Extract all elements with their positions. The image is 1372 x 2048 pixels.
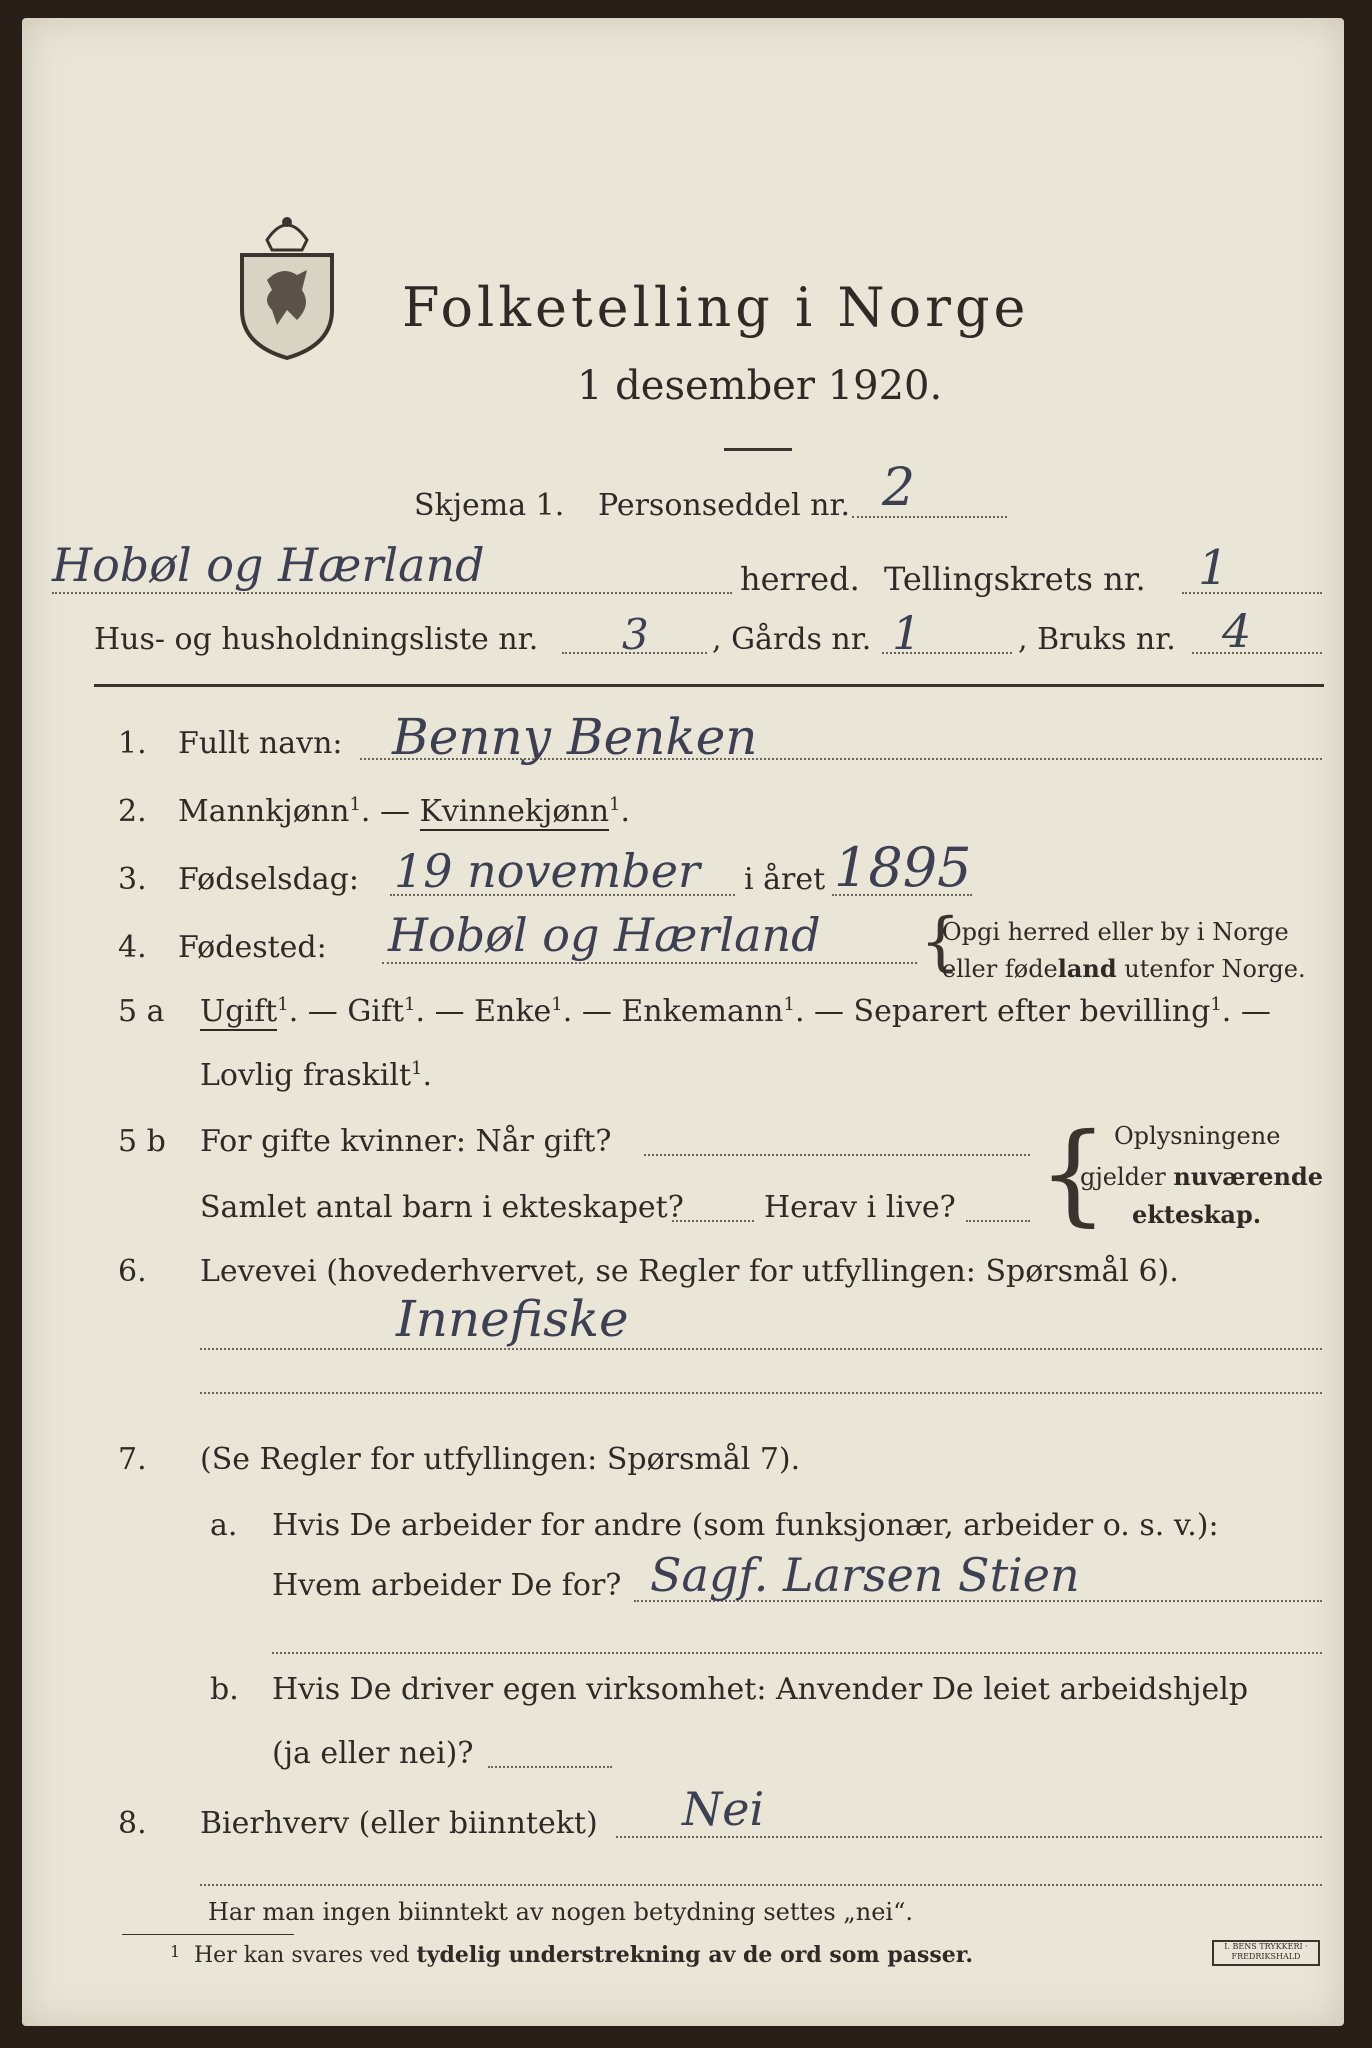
- q7a-letter: a.: [210, 1508, 238, 1543]
- q7b-letter: b.: [210, 1672, 239, 1707]
- tellingskrets-label: Tellingskrets nr.: [884, 560, 1146, 598]
- q5b-number: 5 b: [118, 1124, 166, 1159]
- q7-number: 7.: [118, 1442, 147, 1477]
- q4-note-line1: Opgi herred eller by i Norge: [942, 918, 1289, 946]
- personseddel-value: 2: [882, 458, 916, 518]
- q4-dotted-line: [382, 962, 917, 964]
- header-separator: [94, 684, 1324, 687]
- q1-full-name-value: Benny Benken: [392, 708, 758, 766]
- q7b-hired-help-label: (ja eller nei)?: [272, 1736, 474, 1771]
- q6-occupation-value: Innefiske: [396, 1290, 629, 1348]
- q7-label: (Se Regler for utfyllingen: Spørsmål 7).: [200, 1442, 801, 1477]
- bruks-dotted-line: [1192, 652, 1322, 654]
- q5b-when-married-label: For gifte kvinner: Når gift?: [200, 1124, 612, 1159]
- title-divider: [724, 448, 792, 451]
- q4-note-brace: {: [920, 905, 961, 979]
- q2-female-option: Kvinnekjønn: [419, 794, 610, 829]
- q5b-note-brace: {: [1038, 1109, 1108, 1237]
- personseddel-dotted-line: [852, 516, 1007, 518]
- q5a-separert-option: — Separert efter bevilling: [804, 994, 1211, 1029]
- q5a-marital-options: Ugift$^1$. — Gift$^1$. — Enke$^1$. — Enkemann$^1$. — Separert efter bevilling$^1$. —: [200, 994, 1271, 1029]
- form-title: Folketelling i Norge: [402, 276, 1030, 339]
- footnote-number: 1: [170, 1942, 181, 1961]
- q6-label: Levevei (hovederhvervet, se Regler for utfyllingen: Spørsmål 6).: [200, 1254, 1179, 1289]
- herred-dotted-line: [52, 592, 732, 594]
- q7a-question: Hvis De arbeider for andre (som funksjonær, arbeider o. s. v.):: [272, 1508, 1219, 1543]
- q3-label: Fødselsdag:: [178, 862, 359, 897]
- q5a-ugift-option: Ugift: [200, 994, 278, 1029]
- q8-label: Bierhverv (eller biinntekt): [200, 1806, 598, 1841]
- q3-number: 3.: [118, 862, 147, 897]
- hus-label: Hus- og husholdningsliste nr.: [94, 622, 539, 657]
- q4-note-line2: eller fødeland utenfor Norge.: [942, 954, 1306, 983]
- q3-year-label: i året: [744, 862, 826, 897]
- q6-number: 6.: [118, 1254, 147, 1289]
- footnote-text: Her kan svares ved tydelig understrekning av de ord som passer.: [194, 1942, 974, 1968]
- hus-value: 3: [622, 610, 649, 659]
- q7a-employer-label: Hvem arbeider De for?: [272, 1568, 622, 1603]
- footnote-rule: [122, 1934, 294, 1935]
- gards-label: , Gårds nr.: [712, 622, 872, 657]
- bruks-label: , Bruks nr.: [1018, 622, 1176, 657]
- q5b-when-married-dotted-line: [644, 1154, 1030, 1156]
- norwegian-coat-of-arms-icon: [232, 210, 342, 360]
- no-income-note: Har man ingen biinntekt av nogen betydning settes „nei“.: [208, 1898, 913, 1926]
- q5b-note-line2: gjelder nuværende: [1080, 1162, 1324, 1191]
- q5b-note-line3: ekteskap.: [1132, 1200, 1262, 1229]
- q3-year-value: 1895: [834, 836, 972, 899]
- q2-number: 2.: [118, 794, 147, 829]
- q2-male-option: Mannkjønn: [178, 794, 350, 829]
- q7b-dotted-line: [488, 1766, 612, 1768]
- q5a-gift-option: — Gift: [298, 994, 405, 1029]
- q1-label: Fullt navn:: [178, 726, 343, 761]
- q8-side-income-value: Nei: [682, 1782, 765, 1836]
- q6-dotted-line-2: [200, 1392, 1322, 1394]
- q1-number: 1.: [118, 726, 147, 761]
- census-form-sheet: [22, 18, 1344, 2026]
- q4-label: Fødested:: [178, 930, 327, 965]
- q3-birthday-value: 19 november: [394, 844, 700, 898]
- q5b-note-line1: Oplysningene: [1114, 1122, 1281, 1150]
- q5b-alive-label: Herav i live?: [764, 1190, 956, 1225]
- q5a-lovlig-fraskilt-option: Lovlig fraskilt$^1$.: [200, 1058, 433, 1093]
- printer-stamp: I. BENS TRYKKERI · FREDRIKSHALD: [1212, 1940, 1320, 1966]
- gards-value: 1: [892, 606, 922, 660]
- q5a-number: 5 a: [118, 994, 165, 1029]
- q5a-enkemann-option: — Enkemann: [572, 994, 784, 1029]
- q5b-children-dotted-line: [672, 1220, 754, 1222]
- q7b-question: Hvis De driver egen virksomhet: Anvender De leiet arbeidshjelp: [272, 1672, 1249, 1707]
- q5b-children-label: Samlet antal barn i ekteskapet?: [200, 1190, 684, 1225]
- q6-dotted-line-1: [200, 1348, 1322, 1350]
- bruks-value: 4: [1222, 604, 1252, 658]
- q5b-alive-dotted-line: [966, 1220, 1030, 1222]
- q8-dotted-line: [616, 1836, 1322, 1838]
- herred-label: herred.: [740, 560, 860, 598]
- schema-label: Skjema 1.: [414, 488, 565, 523]
- q2-sex-options: Mannkjønn$^1$. — Kvinnekjønn$^1$.: [178, 794, 631, 829]
- herred-value: Hobøl og Hærland: [52, 538, 485, 592]
- personseddel-label: Personseddel nr.: [598, 488, 851, 523]
- q7a-employer-value: Sagf. Larsen Stien: [650, 1548, 1080, 1602]
- q8-dotted-line-2: [200, 1884, 1322, 1886]
- q5a-enke-option: — Enke: [425, 994, 552, 1029]
- q8-number: 8.: [118, 1806, 147, 1841]
- q4-number: 4.: [118, 930, 147, 965]
- q4-birthplace-value: Hobøl og Hærland: [388, 908, 821, 962]
- census-date: 1 desember 1920.: [577, 363, 943, 409]
- tellingskrets-value: 1: [1198, 540, 1229, 596]
- q7a-dotted-line-2: [272, 1652, 1322, 1654]
